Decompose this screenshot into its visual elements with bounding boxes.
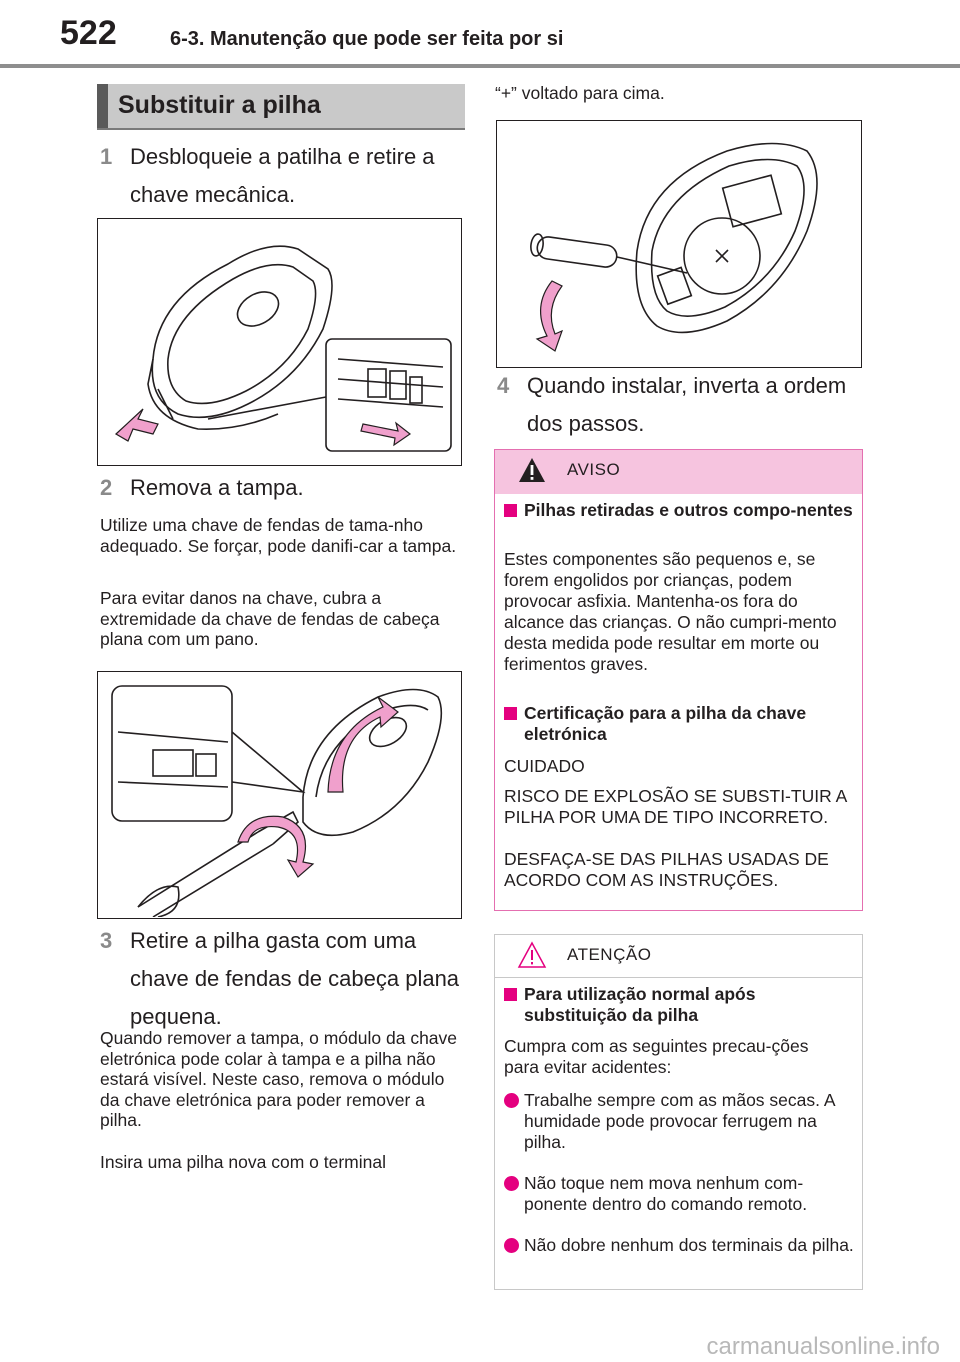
- chapter-title: 6-3. Manutenção que pode ser feita por si: [170, 28, 564, 50]
- watermark: carmanualsonline.info: [706, 1333, 940, 1360]
- step-4: [497, 367, 857, 443]
- warning-box: [494, 449, 863, 911]
- warning-text-3: DESFAÇA-SE DAS PILHAS USADAS DE ACORDO COM AS INSTRUÇÕES.: [504, 849, 829, 890]
- step-number: 1: [100, 144, 113, 169]
- figure-unlock-key: [97, 218, 462, 466]
- square-bullet-icon: [504, 707, 517, 720]
- warning-header: [495, 450, 862, 494]
- warning-triangle-icon: [517, 456, 547, 484]
- step-2-note-1: Utilize uma chave de fendas de tama-nho adequado. Se forçar, pode danifi-car a tampa.: [100, 515, 457, 556]
- attention-bullet-1: Trabalhe sempre com as mãos secas. A humidade pode provocar ferrugem na pilha.: [504, 1090, 856, 1153]
- step-text: Desbloqueie a patilha e retire a chave mecânica.: [130, 144, 435, 207]
- step-number: 3: [100, 928, 113, 953]
- figure-remove-battery: [496, 120, 862, 368]
- step-text: Remova a tampa.: [130, 475, 304, 500]
- step-3-note-2: Insira uma pilha nova com o terminal: [100, 1152, 386, 1172]
- round-bullet-icon: [504, 1093, 519, 1108]
- page-number: 522: [60, 14, 117, 52]
- warning-subheading-2: Certificação para a pilha da chave eletrónica: [504, 703, 854, 745]
- step-number: 2: [100, 475, 113, 500]
- section-title-divider: [97, 128, 465, 130]
- step-3-continuation: “+” voltado para cima.: [495, 83, 665, 103]
- round-bullet-icon: [504, 1176, 519, 1191]
- step-3-note-1: Quando remover a tampa, o módulo da chave eletrónica pode colar à tampa e a pilha não estará visível. Neste caso, remova o módulo da chave eletrónica para poder remover a pilha.: [100, 1028, 458, 1130]
- attention-bullet-3: Não dobre nenhum dos terminais da pilha.: [504, 1235, 856, 1256]
- attention-header: [495, 935, 862, 978]
- warning-label: AVISO: [567, 460, 621, 479]
- warning-text-1: Estes componentes são pequenos e, se forem engolidos por crianças, podem provocar asfixia. Mantenha-os fora do alcance das crianças. O não cumpri-mento desta medida pode resultar em morte ou ferimentos graves.: [504, 549, 837, 674]
- step-number: 4: [497, 373, 510, 398]
- attention-bullet-2: Não toque nem mova nenhum com-ponente dentro do comando remoto.: [504, 1173, 856, 1215]
- warning-caution: CUIDADO: [504, 756, 585, 776]
- attention-label: ATENÇÃO: [567, 945, 652, 964]
- warning-subheading-1: Pilhas retiradas e outros compo-nentes: [504, 500, 854, 521]
- step-3: [100, 922, 465, 1036]
- step-2: [100, 469, 465, 507]
- attention-subheading: Para utilização normal após substituição da pilha: [504, 984, 854, 1026]
- step-text: Quando instalar, inverta a ordem dos passos.: [527, 373, 847, 436]
- warning-text-2: RISCO DE EXPLOSÃO SE SUBSTI-TUIR A PILHA POR UMA DE TIPO INCORRETO.: [504, 786, 847, 827]
- battery-removal-illustration: [497, 121, 860, 366]
- section-title-text: Substituir a pilha: [118, 91, 321, 119]
- attention-box: [494, 934, 863, 1290]
- header-divider: [0, 64, 960, 68]
- step-2-note-2: Para evitar danos na chave, cubra a extremidade da chave de fendas de cabeça plana com um pano.: [100, 588, 440, 649]
- step-text: Retire a pilha gasta com uma chave de fendas de cabeça plana pequena.: [130, 928, 460, 1029]
- step-1: [100, 138, 465, 214]
- section-title: [97, 84, 465, 128]
- caution-triangle-icon: [517, 941, 547, 969]
- square-bullet-icon: [504, 504, 517, 517]
- figure-remove-cover: [97, 671, 462, 919]
- key-fob-illustration: [98, 219, 460, 464]
- cover-removal-illustration: [98, 672, 460, 917]
- attention-text: Cumpra com as seguintes precau-ções para evitar acidentes:: [504, 1036, 809, 1077]
- round-bullet-icon: [504, 1238, 519, 1253]
- square-bullet-icon: [504, 988, 517, 1001]
